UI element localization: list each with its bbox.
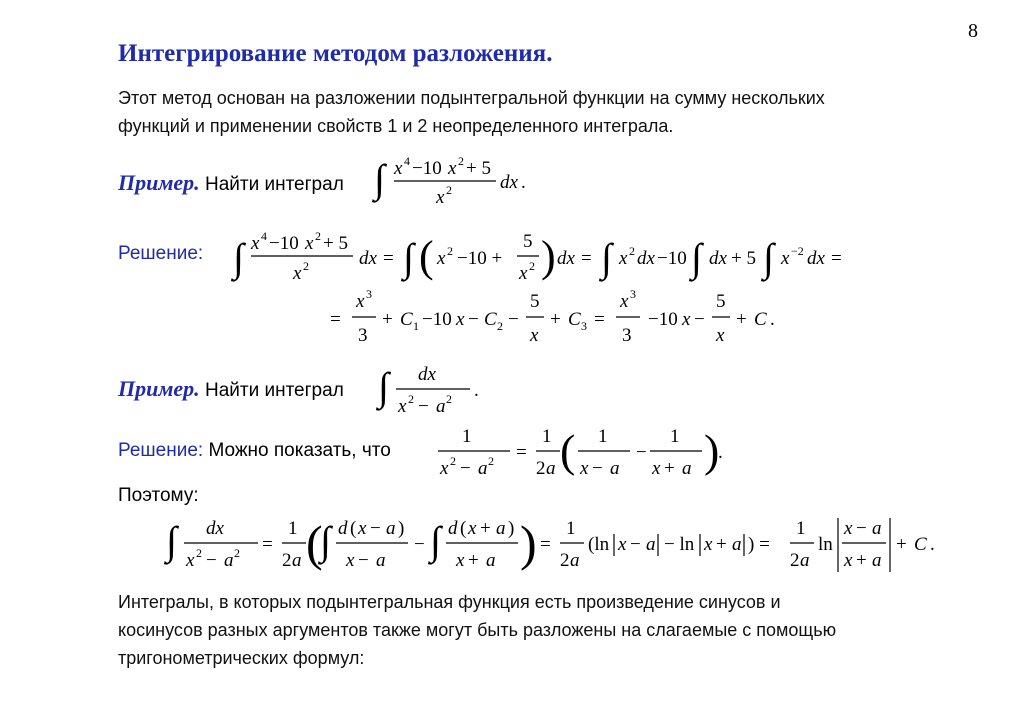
svg-text:1: 1 <box>566 518 576 539</box>
svg-text:−: − <box>592 458 603 479</box>
svg-text:2: 2 <box>196 546 202 560</box>
svg-text:=: = <box>383 248 394 269</box>
svg-text:3: 3 <box>622 325 632 346</box>
svg-text:2: 2 <box>447 244 453 258</box>
example-2-label: Пример. <box>118 376 200 401</box>
svg-text:2: 2 <box>446 183 452 197</box>
svg-text:C: C <box>568 309 581 330</box>
svg-text:1: 1 <box>670 426 680 447</box>
svg-text:−10: −10 <box>648 309 678 330</box>
svg-text:2: 2 <box>408 392 414 406</box>
svg-text:x: x <box>437 248 446 269</box>
outro-line-3: тригонометрических формул: <box>118 648 365 668</box>
svg-text:(: ( <box>306 515 323 571</box>
svg-text:3: 3 <box>630 287 636 301</box>
intro-line-1: Этот метод основан на разложении подынтегральной функции на сумму нескольких <box>118 88 825 108</box>
svg-text:a: a <box>682 458 692 479</box>
svg-text:=: = <box>262 534 273 555</box>
svg-text:dx: dx <box>359 248 377 269</box>
svg-text:C: C <box>914 534 927 555</box>
svg-text:+: + <box>736 309 747 330</box>
outro-line-1: Интегралы, в которых подынтегральная функция есть произведение синусов и <box>118 592 781 612</box>
svg-text:): ) <box>508 518 515 539</box>
svg-text:2: 2 <box>234 546 240 560</box>
svg-text:x: x <box>346 550 355 571</box>
svg-text:) =: ) = <box>748 534 770 555</box>
svg-text:2: 2 <box>315 229 321 243</box>
svg-text:−: − <box>856 518 867 539</box>
solution-1 <box>118 243 203 265</box>
svg-text:2: 2 <box>282 550 292 571</box>
svg-text:x: x <box>652 458 661 479</box>
svg-text:x: x <box>251 233 260 254</box>
svg-text:+: + <box>664 458 675 479</box>
svg-text:5: 5 <box>523 231 533 252</box>
svg-text:.: . <box>521 172 526 193</box>
svg-text:−10: −10 <box>269 233 299 254</box>
svg-text:1: 1 <box>462 426 472 447</box>
svg-text:d: d <box>448 518 458 539</box>
svg-text:d: d <box>338 518 348 539</box>
svg-text:.: . <box>718 442 723 463</box>
outro-paragraph <box>118 588 836 672</box>
svg-text:a: a <box>872 518 882 539</box>
svg-text:a: a <box>224 550 234 571</box>
svg-text:+ 5: + 5 <box>731 248 756 269</box>
svg-text:x: x <box>619 248 628 269</box>
svg-text:): ) <box>398 518 405 539</box>
svg-text:+ 5: + 5 <box>323 233 348 254</box>
svg-text:C: C <box>754 309 767 330</box>
svg-text:): ) <box>704 425 720 476</box>
svg-text:x: x <box>394 158 403 179</box>
solution-2-formula <box>432 420 732 484</box>
example-2-text: Найти интеграл <box>204 380 344 401</box>
svg-text:a: a <box>646 534 656 555</box>
svg-text:2: 2 <box>303 259 309 273</box>
svg-text:dx: dx <box>637 248 655 269</box>
svg-text:(: ( <box>350 518 357 539</box>
svg-text:2: 2 <box>536 458 546 479</box>
svg-text:2: 2 <box>458 154 464 168</box>
svg-text:−: − <box>636 442 647 463</box>
svg-text:−: − <box>460 458 471 479</box>
svg-text:∫: ∫ <box>763 235 774 280</box>
svg-text:a: a <box>376 550 386 571</box>
slide-title: Интегрирование методом разложения. <box>118 40 553 67</box>
example-2-formula <box>376 358 486 420</box>
svg-text:1: 1 <box>598 426 608 447</box>
svg-text:3: 3 <box>581 319 587 333</box>
svg-text:dx: dx <box>418 364 436 385</box>
svg-text:−: − <box>358 550 369 571</box>
svg-text:1: 1 <box>542 426 552 447</box>
svg-text:.: . <box>770 309 775 330</box>
svg-text:x: x <box>530 325 539 346</box>
svg-text:=: = <box>831 248 842 269</box>
svg-text:+: + <box>896 534 907 555</box>
svg-text:C: C <box>484 309 497 330</box>
svg-text:x: x <box>456 309 465 330</box>
intro-paragraph <box>118 84 825 140</box>
svg-text:∫: ∫ <box>601 235 612 280</box>
example-1-text: Найти интеграл <box>204 174 344 195</box>
svg-text:−10: −10 <box>412 158 442 179</box>
svg-text:=: = <box>540 534 551 555</box>
svg-text:dx: dx <box>709 248 727 269</box>
intro-line-2: функций и применении свойств 1 и 2 неопределенного интеграла. <box>118 116 674 136</box>
svg-text:−: − <box>414 534 425 555</box>
svg-text:−: − <box>418 396 429 417</box>
svg-text:+: + <box>856 550 867 571</box>
svg-text:a: a <box>436 396 446 417</box>
svg-text:∫: ∫ <box>233 235 244 280</box>
svg-text:): ) <box>541 232 556 281</box>
outro-line-2: косинусов разных аргументов также могут быть разложены на слагаемые с помощью <box>118 620 837 640</box>
svg-text:a: a <box>800 550 810 571</box>
svg-text:a: a <box>292 550 302 571</box>
svg-text:+: + <box>382 309 393 330</box>
svg-text:(ln: (ln <box>588 534 610 555</box>
svg-text:2: 2 <box>488 454 494 468</box>
svg-text:3: 3 <box>366 287 372 301</box>
hence-label: Поэтому: <box>118 485 199 506</box>
hence-formula <box>166 508 956 580</box>
svg-text:−: − <box>206 550 217 571</box>
svg-text:+: + <box>468 550 479 571</box>
example-2 <box>118 376 344 402</box>
svg-text:3: 3 <box>358 325 368 346</box>
example-1 <box>118 170 344 196</box>
solution-1-formula-line-2 <box>330 287 810 349</box>
svg-text:5: 5 <box>716 291 726 312</box>
svg-text:a: a <box>546 458 556 479</box>
svg-text:x: x <box>305 233 314 254</box>
svg-text:dx: dx <box>557 248 575 269</box>
svg-text:+: + <box>480 518 491 539</box>
svg-text:x: x <box>440 458 449 479</box>
svg-text:x: x <box>519 263 528 284</box>
svg-text:): ) <box>520 515 537 571</box>
svg-text:x: x <box>618 534 627 555</box>
svg-text:a: a <box>486 550 496 571</box>
svg-text:x: x <box>682 309 691 330</box>
svg-text:x: x <box>398 396 407 417</box>
svg-text:a: a <box>732 534 742 555</box>
example-1-label: Пример. <box>118 170 200 195</box>
svg-text:.: . <box>930 534 935 555</box>
svg-text:−10 +: −10 + <box>457 248 503 269</box>
svg-text:x: x <box>704 534 713 555</box>
svg-text:−2: −2 <box>791 244 804 258</box>
svg-text:2: 2 <box>450 454 456 468</box>
svg-text:∫: ∫ <box>378 364 389 409</box>
svg-text:4: 4 <box>261 229 267 243</box>
solution-2 <box>118 440 391 462</box>
svg-text:a: a <box>570 550 580 571</box>
svg-text:=: = <box>516 442 527 463</box>
svg-text:−: − <box>468 309 479 330</box>
svg-text:dx: dx <box>206 518 224 539</box>
svg-text:ln: ln <box>818 534 833 555</box>
svg-text:−: − <box>694 309 705 330</box>
svg-text:x: x <box>456 550 465 571</box>
svg-text:=: = <box>581 248 592 269</box>
svg-text:2: 2 <box>560 550 570 571</box>
page-number: 8 <box>968 20 978 42</box>
svg-text:2: 2 <box>529 259 535 273</box>
svg-text:−: − <box>630 534 641 555</box>
svg-text:+ 5: + 5 <box>466 158 491 179</box>
svg-text:4: 4 <box>404 154 410 168</box>
svg-text:x: x <box>716 325 725 346</box>
svg-text:x: x <box>580 458 589 479</box>
svg-text:2: 2 <box>446 392 452 406</box>
svg-text:x: x <box>844 550 853 571</box>
solution-2-text: Можно показать, что <box>208 440 391 461</box>
svg-text:dx: dx <box>807 248 825 269</box>
svg-text:∫: ∫ <box>691 235 702 280</box>
svg-text:x: x <box>448 158 457 179</box>
svg-text:dx: dx <box>500 172 518 193</box>
svg-text:a: a <box>386 518 396 539</box>
svg-text:C: C <box>400 309 413 330</box>
svg-text:x: x <box>844 518 853 539</box>
svg-text:5: 5 <box>530 291 540 312</box>
svg-text:+: + <box>550 309 561 330</box>
svg-text:2: 2 <box>629 244 635 258</box>
svg-text:(: ( <box>419 232 434 281</box>
svg-text:x: x <box>436 187 445 208</box>
svg-text:2: 2 <box>497 319 503 333</box>
svg-text:x: x <box>781 248 790 269</box>
svg-text:− ln: − ln <box>664 534 695 555</box>
svg-text:∫: ∫ <box>166 518 177 563</box>
svg-text:1: 1 <box>796 518 806 539</box>
solution-1-label: Решение: <box>118 243 204 264</box>
svg-text:x: x <box>358 518 367 539</box>
svg-text:1: 1 <box>288 518 298 539</box>
svg-text:(: ( <box>560 425 576 476</box>
svg-text:x: x <box>186 550 195 571</box>
svg-text:x: x <box>620 291 629 312</box>
svg-text:=: = <box>594 309 605 330</box>
example-1-formula <box>372 150 562 212</box>
svg-text:x: x <box>293 263 302 284</box>
svg-text:2: 2 <box>790 550 800 571</box>
svg-text:∫: ∫ <box>403 235 414 280</box>
svg-text:∫: ∫ <box>374 156 385 201</box>
svg-text:∫: ∫ <box>320 518 331 563</box>
svg-text:∫: ∫ <box>430 518 441 563</box>
svg-text:.: . <box>474 380 479 401</box>
svg-text:x: x <box>468 518 477 539</box>
solution-2-label: Решение: <box>118 440 204 461</box>
svg-text:x: x <box>356 291 365 312</box>
svg-text:1: 1 <box>413 319 419 333</box>
svg-text:a: a <box>496 518 506 539</box>
svg-text:a: a <box>478 458 488 479</box>
svg-text:−: − <box>508 309 519 330</box>
svg-text:−: − <box>370 518 381 539</box>
solution-1-formula-line-1 <box>233 225 883 291</box>
svg-text:=: = <box>330 309 341 330</box>
svg-text:a: a <box>872 550 882 571</box>
svg-text:(: ( <box>460 518 467 539</box>
svg-text:−10: −10 <box>422 309 452 330</box>
svg-text:+: + <box>716 534 727 555</box>
svg-text:−10: −10 <box>657 248 687 269</box>
svg-text:a: a <box>610 458 620 479</box>
